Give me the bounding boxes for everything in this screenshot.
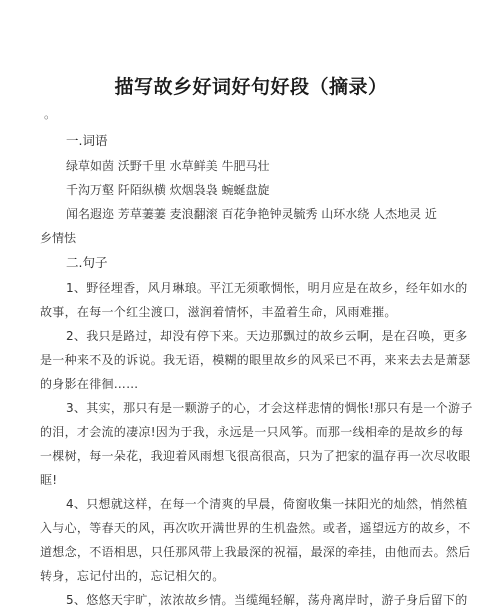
paragraph-line: 3、其实，那只有是一颗游子的心，才会这样悲情的惆怅!那只有是一个游子 xyxy=(66,401,473,415)
word-list xyxy=(40,154,462,250)
paragraph-line: 1、野径埋香，风月琳琅。平江无须歌惆怅，明月应是在故乡，经年如水的 xyxy=(66,281,468,295)
paragraph xyxy=(40,396,473,492)
paragraph-line: 2、我只是路过，却没有停下来。天边那飘过的故乡云啊，是在召唤，更多 xyxy=(66,329,468,343)
paragraph xyxy=(40,324,471,396)
paragraph xyxy=(40,276,468,324)
paragraph-line: 眶! xyxy=(40,473,58,487)
paragraph-line: 是一种来不及的诉说。我无语，模糊的眼里故乡的风采已不再，来来去去是萧瑟 xyxy=(40,353,471,367)
stray-punctuation: 。 xyxy=(44,107,57,121)
word-line: 乡情怯 xyxy=(40,231,77,245)
word-line: 千沟万壑 阡陌纵横 炊烟袅袅 蜿蜒盘旋 xyxy=(66,183,270,197)
paragraph xyxy=(40,588,468,612)
paragraph-line: 转身，忘记付出的，忘记相欠的。 xyxy=(40,569,225,583)
paragraph xyxy=(40,492,471,588)
section-heading-sentences: 二.句子 xyxy=(66,255,108,270)
paragraph-line: 一棵树，每一朵花，我迎着风雨想飞很高很高，只为了把家的温存再一次尽收眼 xyxy=(40,449,471,463)
paragraph-line: 4、只想就这样，在每一个清爽的早晨，倚窗收集一抹阳光的灿然，悄然植 xyxy=(66,497,468,511)
word-line: 闻名遐迩 芳草萋萋 麦浪翻滚 百花争艳钟灵毓秀 山环水绕 人杰地灵 近 xyxy=(66,207,437,221)
paragraph-line: 的身影在徘徊…… xyxy=(40,377,139,391)
paragraph-line: 入与心，等春天的风，再次吹开满世界的生机盎然。或者，遥望远方的故乡，不 xyxy=(40,521,471,535)
word-line: 绿草如茵 沃野千里 水草鲜美 牛肥马壮 xyxy=(66,159,270,173)
document-title: 描写故乡好词好句好段（摘录） xyxy=(114,76,388,98)
paragraph-line: 5、悠悠天宇旷，浓浓故乡情。当缆绳轻解，荡舟离岸时，游子身后留下的 xyxy=(66,593,468,607)
paragraph-line: 故事，在每一个红尘渡口，滋润着情怀，丰盈着生命，风雨难摧。 xyxy=(40,305,397,319)
paragraph-line: 的泪，才会流的凄凉!因为于我，永远是一只风筝。而那一线相牵的是故乡的每 xyxy=(40,425,464,439)
section-heading-words: 一.词语 xyxy=(66,133,108,148)
paragraph-line: 道想念，不语相思，只任那风带上我最深的祝福，最深的牵挂，由他而去。然后 xyxy=(40,545,471,559)
